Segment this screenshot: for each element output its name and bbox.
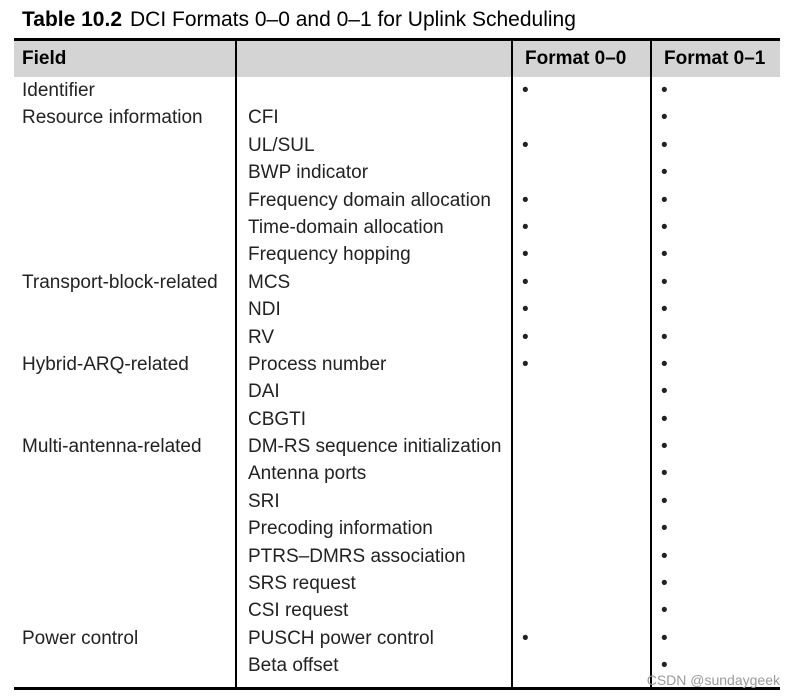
cell-format-0-0: • [522,299,529,321]
cell-subfield: PUSCH power control [248,627,434,649]
table-row [14,132,780,159]
cell-group: Multi-antenna-related [22,436,202,458]
cell-format-0-1: • [661,518,668,540]
cell-subfield: Process number [248,353,387,375]
header-field: Field [22,48,67,69]
table-row [14,433,780,460]
cell-format-0-1: • [661,326,668,348]
table-row [14,351,780,378]
cell-format-0-0: • [522,189,529,211]
cell-format-0-0: • [522,80,529,101]
cell-format-0-1: • [661,107,668,129]
cell-subfield: DAI [248,381,280,403]
cell-group: Transport-block-related [22,271,218,293]
cell-format-0-1: • [661,353,668,375]
cell-format-0-1: • [661,271,668,293]
dci-formats-table [14,38,780,690]
table-number: Table 10.2 [22,8,122,31]
cell-format-0-1: • [661,80,668,101]
cell-format-0-1: • [661,408,668,430]
watermark: CSDN @sundaygeek [646,672,780,688]
cell-group: Resource information [22,107,203,129]
table-row [14,460,780,487]
cell-subfield: SRI [248,490,280,512]
cell-group: Identifier [22,80,95,101]
table-row [14,570,780,597]
cell-format-0-1: • [661,299,668,321]
table-row [14,488,780,515]
table-row [14,77,780,104]
cell-subfield: MCS [248,271,291,293]
cell-format-0-0: • [522,271,529,293]
header-format-0-1: Format 0–1 [664,48,766,69]
cell-format-0-1: • [661,600,668,622]
cell-subfield: Antenna ports [248,463,367,485]
cell-format-0-0: • [522,216,529,238]
table-row [14,104,780,131]
cell-subfield: SRS request [248,573,356,595]
cell-format-0-1: • [661,134,668,156]
cell-format-0-0: • [522,627,529,649]
table-row [14,187,780,214]
cell-format-0-1: • [661,381,668,403]
cell-format-0-1: • [661,244,668,266]
table-row [14,269,780,296]
header-format-0-0: Format 0–0 [525,48,627,69]
cell-subfield: PTRS–DMRS association [248,545,466,567]
cell-subfield: BWP indicator [248,162,369,184]
cell-subfield: NDI [248,299,281,321]
cell-subfield: UL/SUL [248,134,315,156]
cell-format-0-0: • [522,326,529,348]
table-row [14,324,780,351]
cell-subfield: Frequency domain allocation [248,189,491,211]
cell-format-0-0: • [522,134,529,156]
cell-format-0-1: • [661,655,668,677]
cell-format-0-0: • [522,244,529,266]
page-title [22,6,576,34]
cell-format-0-0: • [522,353,529,375]
table-row [14,543,780,570]
cell-subfield: CFI [248,107,279,129]
table-row [14,515,780,542]
cell-format-0-1: • [661,490,668,512]
table-row [14,378,780,405]
cell-format-0-1: • [661,162,668,184]
cell-subfield: Frequency hopping [248,244,411,266]
table-row [14,597,780,624]
table-caption: DCI Formats 0–0 and 0–1 for Uplink Scheduling [130,8,576,31]
cell-format-0-1: • [661,573,668,595]
table-row [14,406,780,433]
table-row [14,241,780,268]
cell-subfield: Beta offset [248,655,339,677]
table-body [14,77,780,680]
cell-format-0-1: • [661,545,668,567]
cell-format-0-1: • [661,627,668,649]
cell-subfield: DM-RS sequence initialization [248,436,502,458]
cell-subfield: RV [248,326,275,348]
cell-format-0-1: • [661,463,668,485]
cell-subfield: CSI request [248,600,349,622]
cell-subfield: Time-domain allocation [248,216,444,238]
cell-format-0-1: • [661,189,668,211]
cell-subfield: Precoding information [248,518,433,540]
table-row [14,159,780,186]
cell-subfield: CBGTI [248,408,307,430]
table-row [14,214,780,241]
cell-format-0-1: • [661,436,668,458]
cell-format-0-1: • [661,216,668,238]
cell-group: Hybrid-ARQ-related [22,353,189,375]
table-row [14,296,780,323]
table-row [14,625,780,652]
cell-group: Power control [22,627,139,649]
